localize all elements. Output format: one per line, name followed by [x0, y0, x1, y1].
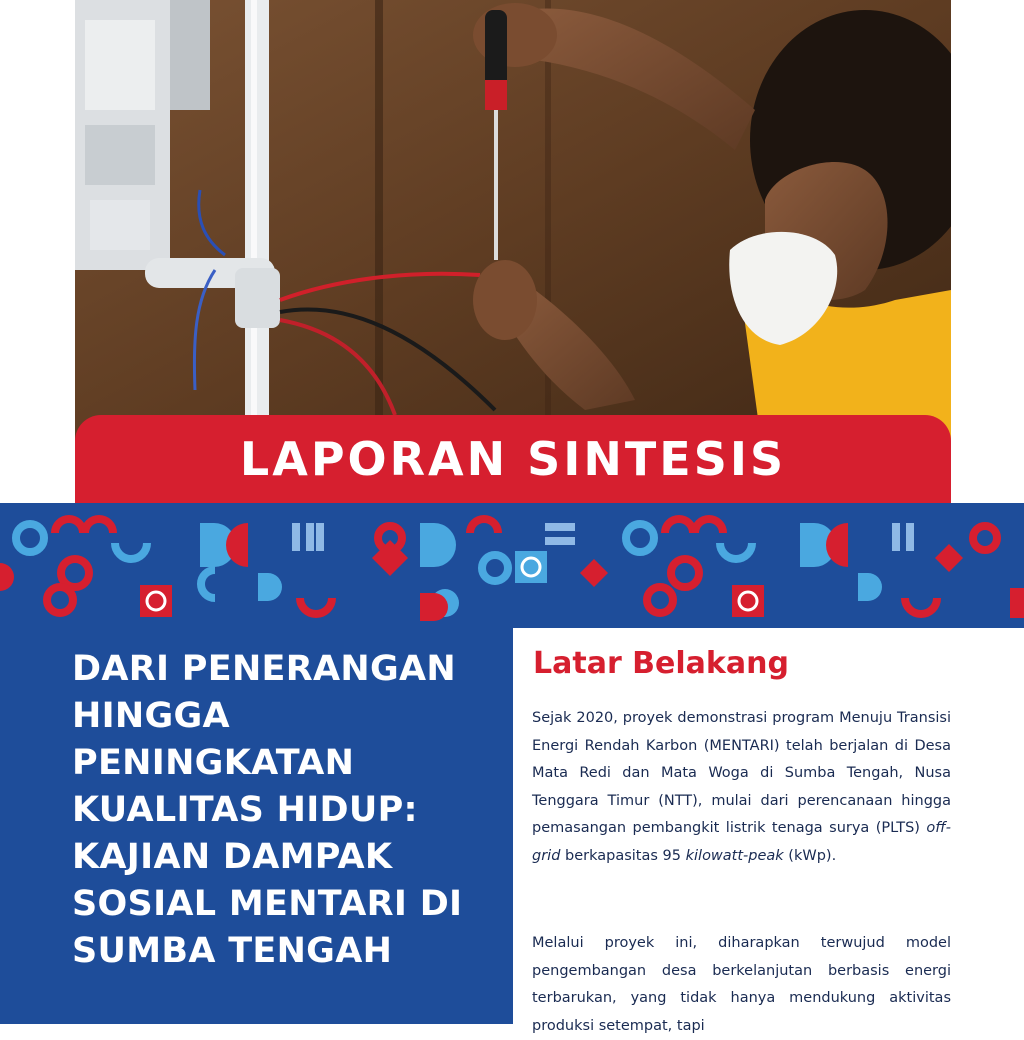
paragraph-1-em-offgrid: off-grid	[532, 820, 951, 864]
paragraph-1-em-kwp: kilowatt-peak	[685, 847, 784, 864]
paragraph-1	[532, 705, 951, 870]
paragraph-1-text-c: (kWp).	[783, 847, 837, 864]
section-heading: Latar Belakang	[533, 646, 789, 681]
document-title: DARI PENERANGAN HINGGA PENINGKATAN KUALITAS HIDUP: KAJIAN DAMPAK SOSIAL MENTARI DI SUMBA TENGAH	[72, 649, 463, 971]
paragraph-2: Melalui proyek ini, diharapkan terwujud model pengembangan desa berkelanjutan berbasis energi terbarukan, yang tidak hanya mendukung aktivitas produksi setempat, tapi	[532, 935, 951, 1034]
cover-photo	[75, 0, 951, 470]
paragraph-1-text-b: berkapasitas 95	[560, 847, 686, 864]
report-type-title: LAPORAN SINTESIS	[239, 432, 787, 486]
paragraph-1-text-a: Sejak 2020, proyek demonstrasi program Menuju Transisi Energi Rendah Karbon (MENTARI) telah berjalan di Desa Mata Redi dan Mata Woga di Sumba Tengah, Nusa Tenggara Timur (NTT), mulai dari perencanaan hingga pemasangan pembangkit listrik tenaga surya (PLTS)	[532, 710, 951, 836]
decorative-pattern	[0, 503, 1024, 628]
report-type-banner	[75, 415, 951, 503]
